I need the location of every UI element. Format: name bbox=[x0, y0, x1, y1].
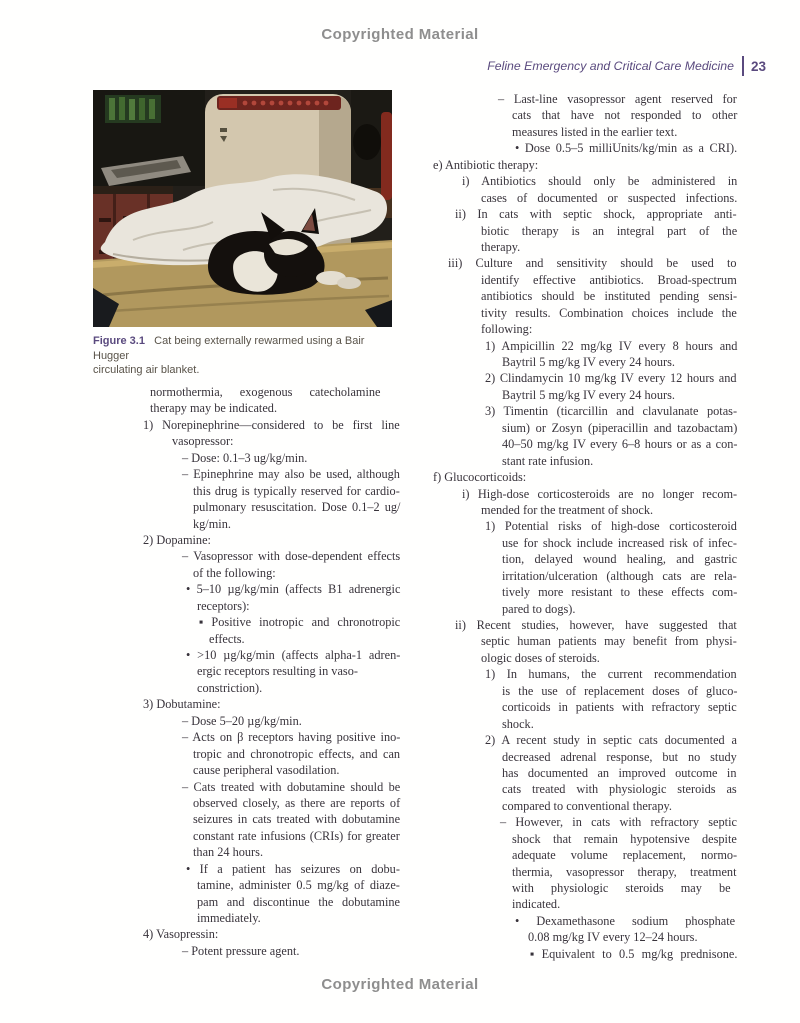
text-line: 1) Ampicillin 22 mg/kg IV every 8 hours and bbox=[485, 338, 738, 353]
text-line: irritation/ulceration (although cats are rela- bbox=[502, 568, 737, 583]
text-line: i) Antibiotics should only be administered in bbox=[462, 174, 738, 189]
text-line: Baytril 5 mg/kg IV every 24 hours. bbox=[502, 355, 675, 369]
text-line: measures listed in the earlier text. bbox=[512, 124, 678, 139]
text-line: than 24 hours. bbox=[193, 845, 264, 860]
text-line: • 5–10 µg/kg/min (affects B1 adrenergic bbox=[186, 582, 401, 597]
text-line: of the following: bbox=[193, 565, 276, 580]
text-line: – However, in cats with refractory septic bbox=[500, 815, 737, 830]
copyright-notice-top: Copyrighted Material bbox=[321, 26, 479, 43]
text-line: antibiotics should be instituted pending sensi- bbox=[481, 289, 738, 304]
figure-label: Figure 3.1 bbox=[93, 335, 145, 347]
text-line: tion, delayed wound healing, and gastric bbox=[502, 552, 738, 567]
text-line: corticoids in patients with refractory septic bbox=[502, 700, 737, 715]
text-line: ▪ Positive inotropic and chronotropic bbox=[199, 615, 401, 630]
text-line: mended for the treatment of shock. bbox=[481, 502, 654, 517]
text-line: sium) or Zosyn (piperacillin and tazobactam) bbox=[502, 420, 738, 435]
cat-rewarming-photo-illustration bbox=[93, 90, 392, 327]
text-line: vasopressor: bbox=[172, 434, 234, 449]
text-line: compared to conventional therapy. bbox=[502, 798, 672, 813]
text-line: adequate volume replacement, normo- bbox=[512, 848, 738, 863]
fire-extinguisher bbox=[381, 112, 392, 200]
text-line: 3) Dobutamine: bbox=[143, 697, 221, 712]
text-line: • Dexamethasone sodium phosphate bbox=[515, 913, 736, 928]
text-line: ergic receptors resulting in vaso- bbox=[197, 664, 358, 679]
text-line: pulmonary resuscitation. Dose 0.1–2 ug/ bbox=[193, 500, 401, 515]
text-line: ologic doses of steroids. bbox=[481, 650, 600, 665]
text-line: – Dose 5–20 µg/kg/min. bbox=[182, 713, 302, 728]
text-line: 3) Timentin (ticarcillin and clavulanate potas- bbox=[485, 404, 738, 419]
text-line: seizures in cats treated with dobutamine bbox=[193, 812, 401, 827]
page-header bbox=[487, 56, 766, 76]
text-line: septic human patients may benefit from physi- bbox=[481, 634, 737, 649]
text-line: cases of documented or suspected infections. bbox=[481, 190, 738, 205]
text-line: tively more resistant to these effects com- bbox=[502, 585, 738, 600]
text-line: shock that remain hypotensive despite bbox=[512, 831, 737, 846]
text-line: kg/min. bbox=[193, 516, 231, 531]
text-line: stant rate infusion. bbox=[502, 453, 594, 468]
text-line: – Potent pressure agent. bbox=[182, 943, 300, 958]
text-line: 1) Norepinephrine—considered to be first line bbox=[143, 417, 400, 432]
figure-caption bbox=[93, 334, 399, 378]
book-title: Feline Emergency and Critical Care Medicine bbox=[487, 59, 734, 73]
header-divider bbox=[742, 56, 744, 76]
text-line: is the use of replacement doses of gluco- bbox=[502, 683, 738, 698]
text-line: Baytril 5 mg/kg IV every 24 hours. bbox=[502, 387, 675, 402]
text-line: i) High-dose corticosteroids are no longer recom- bbox=[462, 486, 738, 501]
text-line: immediately. bbox=[197, 911, 261, 925]
text-line: – Epinephrine may also be used, although bbox=[182, 467, 400, 482]
text-line: 40–50 mg/kg IV every 6–8 hours or as a con- bbox=[502, 437, 738, 452]
text-line: therapy may be indicated. bbox=[150, 401, 278, 416]
tube-rack bbox=[105, 95, 161, 123]
text-line: tropic and chronotropic effects, and can bbox=[193, 746, 401, 761]
caption-line-1 bbox=[93, 334, 399, 363]
text-line: f) Glucocorticoids: bbox=[433, 470, 527, 485]
text-line: ▪ Equivalent to 0.5 mg/kg prednisone. bbox=[530, 946, 738, 961]
text-line: therapy. bbox=[481, 239, 521, 254]
text-line: with physiologic steroids may be bbox=[512, 881, 731, 895]
text-line: cats that have not responded to other bbox=[512, 108, 738, 123]
text-column-left bbox=[143, 384, 400, 959]
text-line: normothermia, exogenous catecholamine bbox=[150, 385, 381, 399]
caption-text-1: Cat being externally rewarmed using a Bair Hugger bbox=[93, 335, 365, 362]
text-line: • >10 µg/kg/min (affects alpha-1 adren- bbox=[186, 648, 401, 662]
text-line: 1) Potential risks of high-dose corticosteroid bbox=[485, 519, 737, 534]
text-line: 2) Dopamine: bbox=[143, 532, 211, 547]
text-line: ii) In cats with septic shock, appropriate anti- bbox=[455, 207, 737, 222]
copyright-notice-bottom: Copyrighted Material bbox=[321, 976, 479, 993]
text-column-right bbox=[433, 91, 737, 962]
text-line: effects. bbox=[209, 631, 245, 646]
text-line: 0.08 mg/kg IV every 12–24 hours. bbox=[528, 930, 698, 945]
text-line: observed closely, as there are reports of bbox=[193, 795, 401, 810]
figure-photo bbox=[93, 90, 392, 327]
text-line: 2) A recent study in septic cats documented a bbox=[485, 733, 737, 748]
text-line: – Cats treated with dobutamine should be bbox=[182, 779, 401, 794]
text-line: 2) Clindamycin 10 mg/kg IV every 12 hours and bbox=[485, 371, 737, 386]
text-line: identify effective antibiotics. Broad-spectrum bbox=[481, 272, 737, 287]
text-line: constriction). bbox=[197, 680, 263, 695]
text-line: – Dose: 0.1–3 ug/kg/min. bbox=[182, 450, 308, 465]
text-line: tivity results. Combination choices include the bbox=[481, 305, 737, 320]
text-line: indicated. bbox=[512, 897, 561, 912]
text-line: thermia, vasopressor therapy, treatment bbox=[512, 864, 737, 879]
caption-line-2 bbox=[93, 363, 399, 378]
text-line: cause peripheral vasodilation. bbox=[193, 763, 340, 778]
text-line: biotic therapy is an integral part of the bbox=[481, 223, 738, 238]
text-line: iii) Culture and sensitivity should be used to bbox=[448, 256, 737, 271]
text-line: • Dose 0.5–5 milliUnits/kg/min as a CRI). bbox=[515, 141, 738, 156]
text-line: 4) Vasopressin: bbox=[143, 927, 219, 942]
page-number: 23 bbox=[750, 58, 766, 74]
caption-text-2: circulating air blanket. bbox=[93, 364, 200, 376]
text-line: • If a patient has seizures on dobu- bbox=[186, 861, 400, 876]
text-line: – Acts on β receptors having positive ino- bbox=[182, 730, 401, 745]
text-line: – Vasopressor with dose-dependent effects bbox=[182, 549, 401, 564]
text-line: receptors): bbox=[197, 598, 250, 613]
text-line: e) Antibiotic therapy: bbox=[433, 157, 539, 172]
text-line: cats treated with physiologic steroids as bbox=[502, 782, 737, 797]
text-line: 1) In humans, the current recommendation bbox=[485, 667, 737, 682]
text-line: shock. bbox=[502, 716, 534, 731]
text-line: following: bbox=[481, 322, 533, 337]
text-line: this drug is typically reserved for cardio- bbox=[193, 483, 400, 498]
text-line: pared to dogs). bbox=[502, 601, 576, 616]
text-line: tamine, administer 0.5 mg/kg of diaze- bbox=[197, 878, 400, 893]
text-line: constant rate infusions (CRIs) for greater bbox=[193, 828, 400, 843]
text-line: pam and discontinue the dobutamine bbox=[197, 894, 400, 909]
text-line: has documented an improved outcome in bbox=[502, 765, 737, 780]
text-line: ii) Recent studies, however, have suggested that bbox=[455, 618, 737, 632]
text-line: decreased adrenal response, but no study bbox=[502, 749, 737, 764]
text-line: – Last-line vasopressor agent reserved for bbox=[498, 92, 737, 106]
text-line: use for shock include increased risk of infec- bbox=[502, 535, 737, 550]
